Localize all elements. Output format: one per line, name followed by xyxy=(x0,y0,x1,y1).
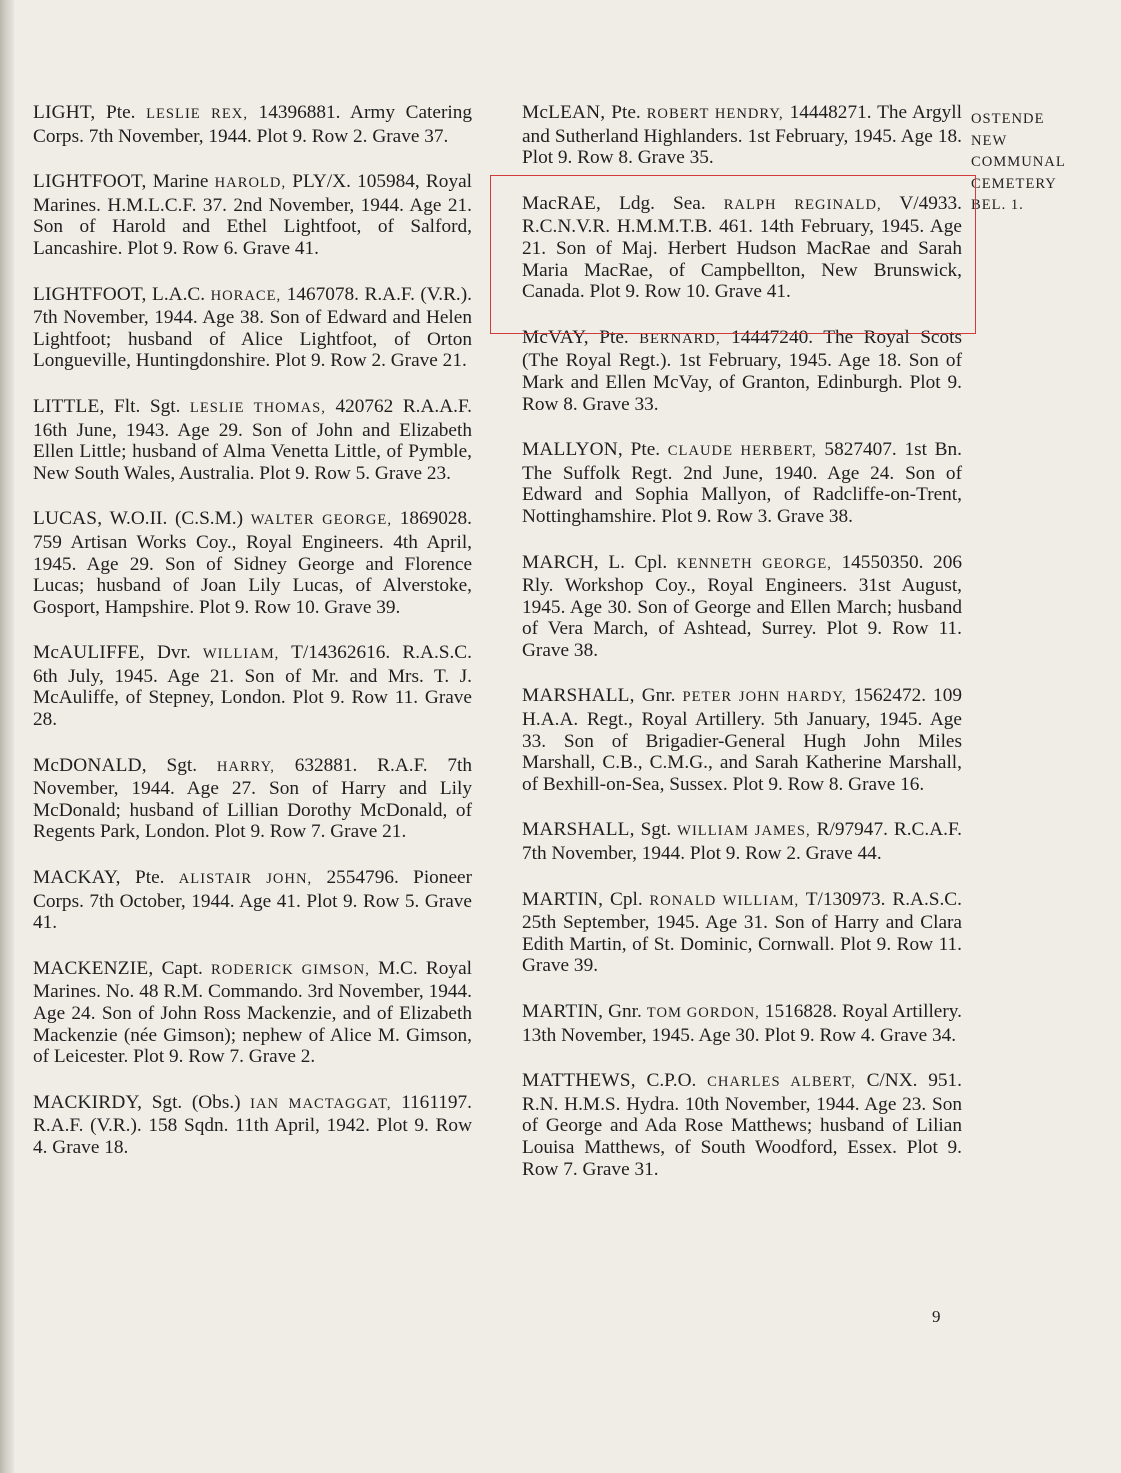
entry-details: 14396881. Army Catering Corps. 7th November, 1944. Plot 9. Row 2. Grave 37. xyxy=(33,102,472,147)
given-names: HORACE, xyxy=(210,287,282,304)
surname: McDONALD, xyxy=(33,754,147,776)
given-names: WILLIAM, xyxy=(202,646,280,663)
surname: LIGHTFOOT, xyxy=(33,283,147,305)
rank: Dvr. xyxy=(144,642,203,664)
surname: LIGHTFOOT, xyxy=(33,171,147,193)
entry-details: V/4933. R.C.N.V.R. H.M.M.T.B. 461. 14th February, 1945. Age 21. Son of Maj. Herbert Hudson MacRae and Sarah Maria MacRae, of Campbellton, New Brunswick, Canada. Plot 9. Row 10. Grave 41. xyxy=(522,192,962,303)
casualty-entry xyxy=(522,1001,962,1046)
surname: LITTLE, xyxy=(33,395,105,417)
entry-details: C/NX. 951. R.N. H.M.S. Hydra. 10th November, 1944. Age 23. Son of George and Ada Rose Matthews; husband of Lilian Louisa Matthews, of South Woodford, Essex. Plot 9. Row 7. Grave 31. xyxy=(522,1070,962,1180)
entry-details: 14550350. 206 Rly. Workshop Coy., Royal Engineers. 31st August, 1945. Age 30. Son of George and Ellen March; husband of Vera March, of Ashtead, Surrey. Plot 9. Row 11. Grave 38. xyxy=(522,551,962,661)
casualty-entry xyxy=(33,958,472,1068)
given-names: RONALD WILLIAM, xyxy=(649,892,800,909)
surname: MARCH, xyxy=(522,551,599,573)
sidenote-line: CEMETERY xyxy=(971,175,1057,192)
given-names: ALISTAIR JOHN, xyxy=(178,871,313,888)
given-names: PETER JOHN HARDY, xyxy=(682,689,847,706)
entry-details: 420762 R.A.A.F. 16th June, 1943. Age 29. Son of John and Elizabeth Ellen Little; husband of Alma Venetta Little, of Pymble, New South Wales, Australia. Plot 9. Row 5. Grave 23. xyxy=(33,395,472,484)
rank: C.P.O. xyxy=(635,1070,708,1092)
entry-details: R/97947. R.C.A.F. 7th November, 1944. Plot 9. Row 2. Grave 44. xyxy=(522,819,962,865)
given-names: WILLIAM JAMES, xyxy=(677,823,811,840)
surname: MacRAE, xyxy=(522,192,602,214)
casualty-entry xyxy=(522,552,962,662)
left-column xyxy=(33,102,472,1183)
given-names: HARRY, xyxy=(216,758,275,775)
surname: McAULIFFE, xyxy=(33,642,145,664)
entry-details: T/130973. R.A.S.C. 25th September, 1945. Age 31. Son of Harry and Clara Edith Martin, of St. Dominic, Cornwall. Plot 9. Row 11. Grave 39. xyxy=(522,888,962,977)
casualty-entry xyxy=(33,755,472,843)
given-names: IAN MACTAGGAT, xyxy=(250,1095,392,1112)
entry-details: 1869028. 759 Artisan Works Coy., Royal Engineers. 4th April, 1945. Age 29. Son of Sidney George and Florence Lucas; husband of Joan Lily Lucas, of Alverstoke, Gosport, Hampshire. Plot 9. Row 10. Grave 39. xyxy=(33,508,472,618)
surname: MACKAY, xyxy=(33,867,121,889)
casualty-entry xyxy=(33,1092,472,1159)
casualty-entry xyxy=(33,642,472,730)
rank: Capt. xyxy=(153,957,212,979)
casualty-entry xyxy=(33,284,472,372)
surname: LUCAS, xyxy=(33,508,103,530)
given-names: LESLIE THOMAS, xyxy=(189,399,326,416)
rank: Marine xyxy=(146,171,215,193)
rank: Pte. xyxy=(605,102,647,123)
entry-details: 5827407. 1st Bn. The Suffolk Regt. 2nd June, 1940. Age 24. Son of Edward and Sophia Mallyon, of Radcliffe-on-Trent, Nottinghamshire. Plot 9. Row 3. Grave 38. xyxy=(522,439,962,527)
casualty-entry xyxy=(33,171,472,259)
entry-details: 1161197. R.A.F. (V.R.). 158 Sqdn. 11th April, 1942. Plot 9. Row 4. Grave 18. xyxy=(33,1091,472,1158)
casualty-entry xyxy=(522,102,962,169)
casualty-entry xyxy=(522,327,962,415)
given-names: WALTER GEORGE, xyxy=(250,512,392,529)
casualty-entry xyxy=(33,102,472,147)
casualty-entry xyxy=(33,867,472,934)
surname: MATTHEWS, xyxy=(522,1070,636,1092)
rank: L. Cpl. xyxy=(598,551,677,573)
given-names: ROBERT HENDRY, xyxy=(646,106,784,122)
casualty-entry xyxy=(33,508,472,618)
rank: L.A.C. xyxy=(146,283,211,305)
surname: MARTIN, xyxy=(522,1001,604,1022)
surname: McLEAN, xyxy=(522,102,606,123)
given-names: KENNETH GEORGE, xyxy=(676,555,832,572)
entry-details: T/14362616. R.A.S.C. 6th July, 1945. Age 21. Son of Mr. and Mrs. T. J. McAuliffe, of Stepney, London. Plot 9. Row 11. Grave 28. xyxy=(33,642,472,731)
rank: Pte. xyxy=(588,326,640,348)
given-names: BERNARD, xyxy=(639,330,721,347)
casualty-entry xyxy=(522,889,962,977)
surname: MACKENZIE, xyxy=(33,957,154,979)
sidenote-line: OSTENDE xyxy=(971,111,1045,127)
surname: MARSHALL, xyxy=(522,685,635,707)
highlight-box xyxy=(490,175,976,334)
given-names: RALPH REGINALD, xyxy=(723,196,882,213)
sidenote-line: BEL. 1. xyxy=(971,197,1024,213)
given-names: HAROLD, xyxy=(214,175,287,192)
rank: Cpl. xyxy=(603,888,650,910)
rank: Pte. xyxy=(120,867,179,889)
rank: W.O.II. (C.S.M.) xyxy=(102,508,251,530)
entry-details: 632881. R.A.F. 7th November, 1944. Age 27. Son of Harry and Lily McDonald; husband of Lillian Dorothy McDonald, of Regents Park, London. Plot 9. Row 7. Grave 21. xyxy=(33,754,472,843)
casualty-entry xyxy=(522,439,962,527)
surname: McVAY, xyxy=(522,326,589,348)
entry-details: PLY/X. 105984, Royal Marines. H.M.L.C.F. 37. 2nd November, 1944. Age 21. Son of Harold and Ethel Lightfoot, of Salford, Lancashire. Plot 9. Row 6. Grave 41. xyxy=(33,171,472,259)
given-names: TOM GORDON, xyxy=(646,1005,760,1021)
given-names: CHARLES ALBERT, xyxy=(707,1074,856,1091)
casualty-entry xyxy=(522,685,962,795)
rank: Sgt. (Obs.) xyxy=(142,1091,251,1113)
entry-details: 14448271. The Argyll and Sutherland Highlanders. 1st February, 1945. Age 18. Plot 9. Row 8. Grave 35. xyxy=(522,102,962,169)
sidenote-line: NEW xyxy=(971,132,1008,149)
entry-details: 1516828. Royal Artillery. 13th November, 1945. Age 30. Plot 9. Row 4. Grave 34. xyxy=(522,1001,962,1046)
casualty-entry xyxy=(522,1070,962,1180)
rank: Sgt. xyxy=(634,819,678,841)
rank: Pte. xyxy=(622,439,668,461)
surname: MALLYON, xyxy=(522,439,623,461)
entry-details: 1562472. 109 H.A.A. Regt., Royal Artillery. 5th January, 1945. Age 33. Son of Brigadier-General Hugh John Miles Marshall, C.B., C.M.G., and Sarah Katherine Marshall, of Bexhill-on-Sea, Sussex. Plot 9. Row 8. Grave 16. xyxy=(522,685,962,795)
entry-details: 1467078. R.A.F. (V.R.). 7th November, 1944. Age 38. Son of Edward and Helen Lightfoot; husband of Alice Lightfoot, of Orton Longueville, Huntingdonshire. Plot 9. Row 2. Grave 21. xyxy=(33,283,472,372)
casualty-entry xyxy=(33,396,472,484)
given-names: RODERICK GIMSON, xyxy=(211,961,370,978)
given-names: LESLIE REX, xyxy=(146,106,248,122)
surname: LIGHT, xyxy=(33,102,96,123)
given-names: CLAUDE HERBERT, xyxy=(667,443,817,460)
surname: MACKIRDY, xyxy=(33,1091,143,1113)
entry-details: M.C. Royal Marines. No. 48 R.M. Commando. 3rd November, 1944. Age 24. Son of John Ross Mackenzie, and of Elizabeth Mackenzie (née Gimson); nephew of Alice M. Gimson, of Leicester. Plot 9. Row 7. Grave 2. xyxy=(33,957,472,1068)
rank: Ldg. Sea. xyxy=(601,192,724,214)
entry-details: 14447240. The Royal Scots (The Royal Regt.). 1st February, 1945. Age 18. Son of Mark and Ellen McVay, of Granton, Edinburgh. Plot 9. Row 8. Grave 33. xyxy=(522,326,962,415)
surname: MARSHALL, xyxy=(522,819,635,841)
entry-details: 2554796. Pioneer Corps. 7th October, 1944. Age 41. Plot 9. Row 5. Grave 41. xyxy=(33,867,473,934)
book-spine-shadow xyxy=(0,0,14,1473)
page-number: 9 xyxy=(932,1307,941,1326)
rank: Sgt. xyxy=(146,754,217,776)
rank: Gnr. xyxy=(634,685,683,707)
cemetery-sidenote xyxy=(971,109,1081,217)
rank: Flt. Sgt. xyxy=(104,395,190,417)
casualty-entry xyxy=(522,819,962,864)
rank: Gnr. xyxy=(603,1001,647,1022)
surname: MARTIN, xyxy=(522,888,604,910)
rank: Pte. xyxy=(95,102,147,123)
sidenote-line: COMMUNAL xyxy=(971,154,1066,170)
